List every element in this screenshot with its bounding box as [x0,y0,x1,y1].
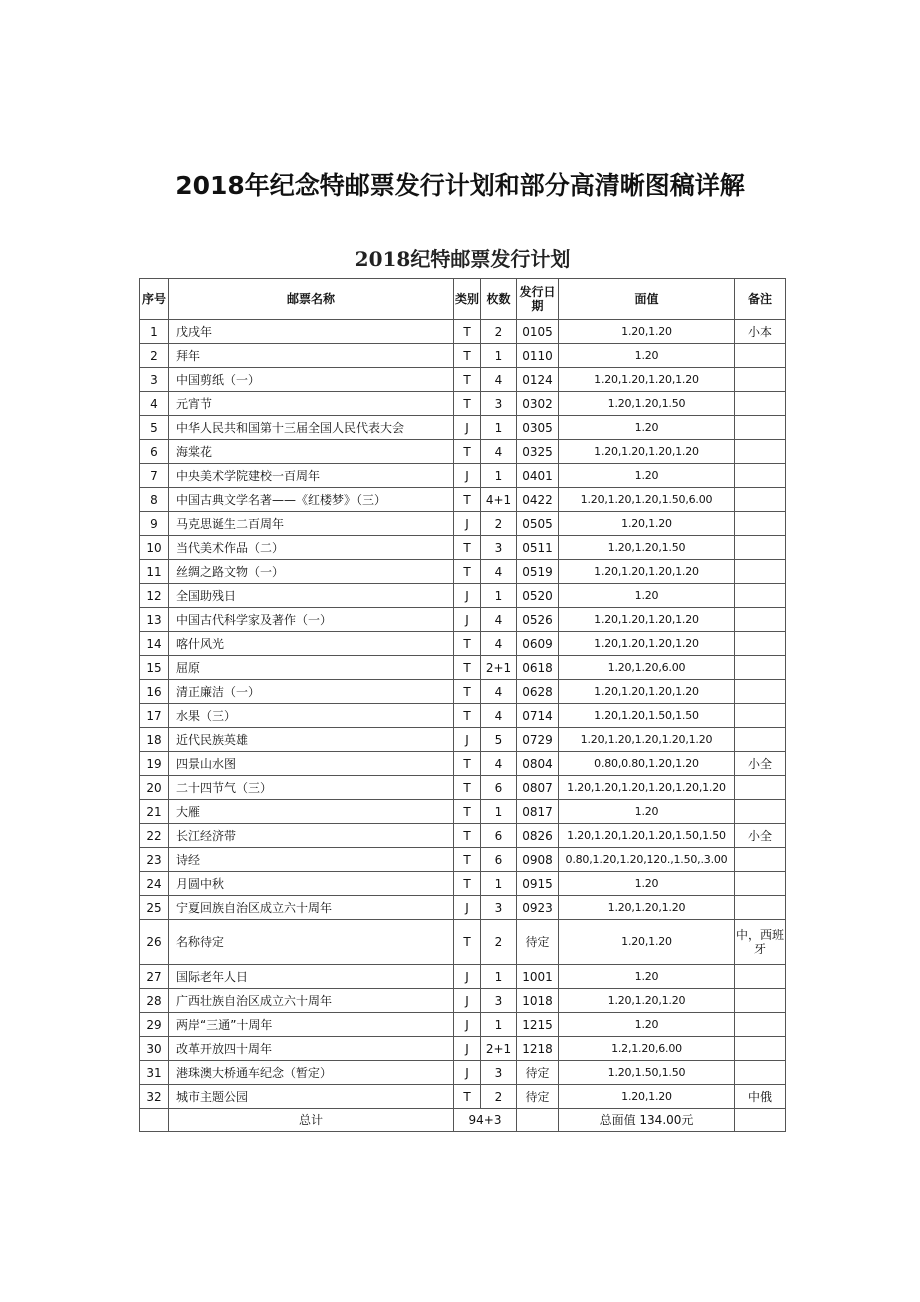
table-row [140,680,786,704]
cell-type: J [454,989,481,1013]
cell-no: 27 [140,965,169,989]
cell-date: 0817 [517,800,559,824]
cell-date: 待定 [517,1061,559,1085]
cell-type: J [454,608,481,632]
cell-date: 0105 [517,320,559,344]
cell-value: 1.20,1.20,6.00 [559,656,735,680]
cell-date: 1215 [517,1013,559,1037]
table-row [140,656,786,680]
cell-count: 2 [481,512,517,536]
cell-type: T [454,776,481,800]
cell-date: 0609 [517,632,559,656]
cell-date: 0729 [517,728,559,752]
cell-date: 0401 [517,464,559,488]
cell-note [735,344,786,368]
cell-count: 3 [481,536,517,560]
header-date: 发行日期 [517,279,559,320]
table-row [140,920,786,965]
cell-no: 19 [140,752,169,776]
cell-no: 22 [140,824,169,848]
cell-type: T [454,872,481,896]
cell-date: 0804 [517,752,559,776]
cell-note: 中俄 [735,1085,786,1109]
table-row [140,728,786,752]
cell-note [735,584,786,608]
cell-count: 3 [481,392,517,416]
table-row [140,1013,786,1037]
cell-name: 月圆中秋 [169,872,454,896]
total-value: 总面值 134.00元 [559,1109,735,1132]
cell-no: 25 [140,896,169,920]
cell-date: 0110 [517,344,559,368]
table-row [140,368,786,392]
cell-date: 0826 [517,824,559,848]
table-row [140,536,786,560]
cell-value: 1.20 [559,344,735,368]
cell-no: 18 [140,728,169,752]
cell-note [735,1013,786,1037]
cell-date: 0505 [517,512,559,536]
cell-no: 32 [140,1085,169,1109]
cell-note [735,512,786,536]
table-row [140,965,786,989]
table-row [140,776,786,800]
cell-no: 1 [140,320,169,344]
cell-type: T [454,536,481,560]
cell-type: T [454,632,481,656]
table-row [140,752,786,776]
cell-name: 中国古典文学名著——《红楼梦》（三） [169,488,454,512]
cell-note [735,608,786,632]
cell-count: 3 [481,896,517,920]
cell-note [735,440,786,464]
cell-count: 4 [481,608,517,632]
table-row [140,512,786,536]
header-count: 枚数 [481,279,517,320]
cell-value: 1.20 [559,464,735,488]
cell-note: 中，西班牙 [735,920,786,965]
cell-no: 5 [140,416,169,440]
table-row [140,896,786,920]
cell-date: 1001 [517,965,559,989]
cell-no: 2 [140,344,169,368]
cell-type: T [454,680,481,704]
cell-note [735,536,786,560]
table-body [140,320,786,1109]
cell-no: 6 [140,440,169,464]
cell-type: J [454,728,481,752]
header-name: 邮票名称 [169,279,454,320]
cell-date: 0714 [517,704,559,728]
cell-value: 1.20 [559,800,735,824]
cell-no: 24 [140,872,169,896]
cell-value: 1.20,1.20,1.50,1.50 [559,704,735,728]
cell-note [735,488,786,512]
cell-count: 2 [481,920,517,965]
cell-count: 4 [481,704,517,728]
cell-date: 0519 [517,560,559,584]
cell-type: T [454,920,481,965]
cell-name: 四景山水图 [169,752,454,776]
cell-date: 待定 [517,920,559,965]
cell-name: 元宵节 [169,392,454,416]
cell-value: 0.80,1.20,1.20,120.,1.50,.3.00 [559,848,735,872]
cell-name: 中国剪纸（一） [169,368,454,392]
cell-date: 0915 [517,872,559,896]
table-row [140,560,786,584]
cell-value: 1.20 [559,965,735,989]
total-count: 94+3 [454,1109,517,1132]
cell-count: 4 [481,632,517,656]
cell-count: 4 [481,680,517,704]
cell-value: 1.20,1.20,1.20,1.20 [559,440,735,464]
cell-name: 中国古代科学家及著作（一） [169,608,454,632]
total-label: 总计 [169,1109,454,1132]
cell-count: 2+1 [481,1037,517,1061]
table-row [140,488,786,512]
cell-date: 0520 [517,584,559,608]
cell-value: 1.2,1.20,6.00 [559,1037,735,1061]
cell-count: 1 [481,800,517,824]
cell-note: 小本 [735,320,786,344]
cell-value: 1.20,1.20,1.50 [559,536,735,560]
cell-type: T [454,656,481,680]
cell-no: 26 [140,920,169,965]
cell-count: 4 [481,368,517,392]
cell-no: 12 [140,584,169,608]
cell-date: 0422 [517,488,559,512]
table-caption: 2018纪特邮票发行计划 [354,247,571,271]
cell-no: 28 [140,989,169,1013]
cell-note: 小全 [735,752,786,776]
cell-count: 1 [481,416,517,440]
cell-note: 小全 [735,824,786,848]
cell-value: 1.20,1.20,1.20,1.20 [559,608,735,632]
cell-value: 1.20,1.20,1.20,1.50,6.00 [559,488,735,512]
cell-no: 30 [140,1037,169,1061]
cell-type: J [454,416,481,440]
cell-name: 海棠花 [169,440,454,464]
cell-value: 1.20,1.20,1.20,1.20,1.20,1.20 [559,776,735,800]
cell-name: 诗经 [169,848,454,872]
cell-value: 1.20,1.20 [559,512,735,536]
cell-count: 1 [481,464,517,488]
cell-note [735,800,786,824]
table-row [140,416,786,440]
table-row [140,320,786,344]
cell-note [735,704,786,728]
cell-date: 0511 [517,536,559,560]
cell-value: 1.20,1.20,1.20,1.20,1.20 [559,728,735,752]
cell-name: 大雁 [169,800,454,824]
cell-count: 4 [481,752,517,776]
table-row [140,704,786,728]
header-note: 备注 [735,279,786,320]
cell-value: 1.20,1.20,1.20,1.20 [559,632,735,656]
cell-date: 0305 [517,416,559,440]
cell-date: 待定 [517,1085,559,1109]
cell-date: 0526 [517,608,559,632]
total-date-blank [517,1109,559,1132]
cell-date: 0618 [517,656,559,680]
cell-type: T [454,320,481,344]
cell-date: 0302 [517,392,559,416]
table-row [140,848,786,872]
cell-name: 屈原 [169,656,454,680]
cell-value: 1.20,1.20 [559,920,735,965]
cell-no: 31 [140,1061,169,1085]
cell-no: 14 [140,632,169,656]
stamp-plan-table [139,278,786,1132]
cell-type: T [454,392,481,416]
cell-note [735,728,786,752]
cell-value: 1.20,1.20,1.20 [559,989,735,1013]
table-row [140,344,786,368]
cell-note [735,560,786,584]
total-blank [140,1109,169,1132]
cell-date: 0124 [517,368,559,392]
table-total-row [140,1109,786,1132]
cell-no: 3 [140,368,169,392]
cell-name: 广西壮族自治区成立六十周年 [169,989,454,1013]
cell-type: T [454,440,481,464]
cell-count: 1 [481,584,517,608]
table-row [140,608,786,632]
table-row [140,1085,786,1109]
cell-value: 0.80,0.80,1.20,1.20 [559,752,735,776]
cell-note [735,1037,786,1061]
cell-no: 9 [140,512,169,536]
cell-count: 3 [481,989,517,1013]
cell-value: 1.20,1.20,1.50 [559,392,735,416]
cell-note [735,680,786,704]
cell-name: 全国助残日 [169,584,454,608]
cell-value: 1.20 [559,584,735,608]
cell-name: 港珠澳大桥通车纪念（暂定） [169,1061,454,1085]
cell-date: 0325 [517,440,559,464]
cell-no: 23 [140,848,169,872]
cell-count: 6 [481,848,517,872]
cell-date: 0908 [517,848,559,872]
cell-no: 11 [140,560,169,584]
cell-count: 2+1 [481,656,517,680]
cell-count: 4+1 [481,488,517,512]
total-note-blank [735,1109,786,1132]
cell-type: T [454,488,481,512]
cell-note [735,464,786,488]
table-row [140,872,786,896]
cell-value: 1.20 [559,416,735,440]
cell-type: J [454,965,481,989]
cell-name: 名称待定 [169,920,454,965]
cell-name: 国际老年人日 [169,965,454,989]
cell-name: 城市主题公园 [169,1085,454,1109]
cell-no: 7 [140,464,169,488]
cell-no: 21 [140,800,169,824]
cell-count: 2 [481,1085,517,1109]
cell-type: J [454,1037,481,1061]
cell-type: J [454,896,481,920]
cell-no: 4 [140,392,169,416]
table-row [140,989,786,1013]
cell-name: 喀什风光 [169,632,454,656]
cell-count: 4 [481,440,517,464]
table-row [140,464,786,488]
cell-type: J [454,1013,481,1037]
cell-name: 长江经济带 [169,824,454,848]
header-value: 面值 [559,279,735,320]
cell-type: T [454,344,481,368]
cell-no: 13 [140,608,169,632]
cell-count: 5 [481,728,517,752]
cell-name: 中央美术学院建校一百周年 [169,464,454,488]
cell-note [735,848,786,872]
cell-value: 1.20,1.20,1.20,1.20 [559,560,735,584]
cell-date: 1218 [517,1037,559,1061]
cell-no: 10 [140,536,169,560]
cell-note [735,656,786,680]
cell-count: 6 [481,824,517,848]
cell-note [735,1061,786,1085]
cell-name: 清正廉洁（一） [169,680,454,704]
cell-name: 改革开放四十周年 [169,1037,454,1061]
document-title: 2018年纪念特邮票发行计划和部分高清晰图稿详解 [175,171,745,200]
cell-date: 0923 [517,896,559,920]
cell-no: 17 [140,704,169,728]
cell-date: 0807 [517,776,559,800]
cell-value: 1.20,1.20 [559,320,735,344]
cell-value: 1.20,1.20 [559,1085,735,1109]
cell-date: 1018 [517,989,559,1013]
header-no: 序号 [140,279,169,320]
cell-count: 1 [481,965,517,989]
cell-type: T [454,848,481,872]
cell-type: T [454,752,481,776]
cell-no: 20 [140,776,169,800]
cell-name: 二十四节气（三） [169,776,454,800]
cell-note [735,632,786,656]
cell-count: 6 [481,776,517,800]
cell-type: T [454,1085,481,1109]
table-row [140,800,786,824]
cell-name: 两岸“三通”十周年 [169,1013,454,1037]
cell-name: 近代民族英雄 [169,728,454,752]
table-row [140,1061,786,1085]
cell-value: 1.20,1.50,1.50 [559,1061,735,1085]
cell-no: 15 [140,656,169,680]
cell-type: J [454,584,481,608]
table-header-row [140,279,786,320]
cell-name: 戊戌年 [169,320,454,344]
cell-no: 29 [140,1013,169,1037]
header-type: 类别 [454,279,481,320]
cell-note [735,965,786,989]
cell-count: 4 [481,560,517,584]
cell-name: 拜年 [169,344,454,368]
cell-count: 2 [481,320,517,344]
cell-note [735,989,786,1013]
cell-value: 1.20 [559,872,735,896]
cell-value: 1.20,1.20,1.20,1.20 [559,368,735,392]
table-row [140,392,786,416]
cell-value: 1.20,1.20,1.20,1.20,1.50,1.50 [559,824,735,848]
cell-type: T [454,368,481,392]
cell-value: 1.20 [559,1013,735,1037]
cell-note [735,896,786,920]
cell-value: 1.20,1.20,1.20,1.20 [559,680,735,704]
cell-note [735,872,786,896]
cell-type: T [454,800,481,824]
cell-type: T [454,560,481,584]
table-row [140,440,786,464]
cell-count: 3 [481,1061,517,1085]
table-row [140,584,786,608]
table-row [140,1037,786,1061]
cell-type: J [454,464,481,488]
cell-note [735,392,786,416]
cell-type: T [454,704,481,728]
cell-value: 1.20,1.20,1.20 [559,896,735,920]
cell-no: 8 [140,488,169,512]
cell-name: 当代美术作品（二） [169,536,454,560]
cell-count: 1 [481,344,517,368]
cell-type: J [454,512,481,536]
table-row [140,824,786,848]
cell-date: 0628 [517,680,559,704]
cell-name: 丝绸之路文物（一） [169,560,454,584]
cell-type: J [454,1061,481,1085]
cell-name: 马克思诞生二百周年 [169,512,454,536]
table-row [140,632,786,656]
cell-note [735,368,786,392]
cell-type: T [454,824,481,848]
cell-count: 1 [481,1013,517,1037]
cell-name: 宁夏回族自治区成立六十周年 [169,896,454,920]
cell-name: 水果（三） [169,704,454,728]
cell-no: 16 [140,680,169,704]
cell-note [735,776,786,800]
cell-name: 中华人民共和国第十三届全国人民代表大会 [169,416,454,440]
cell-note [735,416,786,440]
cell-count: 1 [481,872,517,896]
